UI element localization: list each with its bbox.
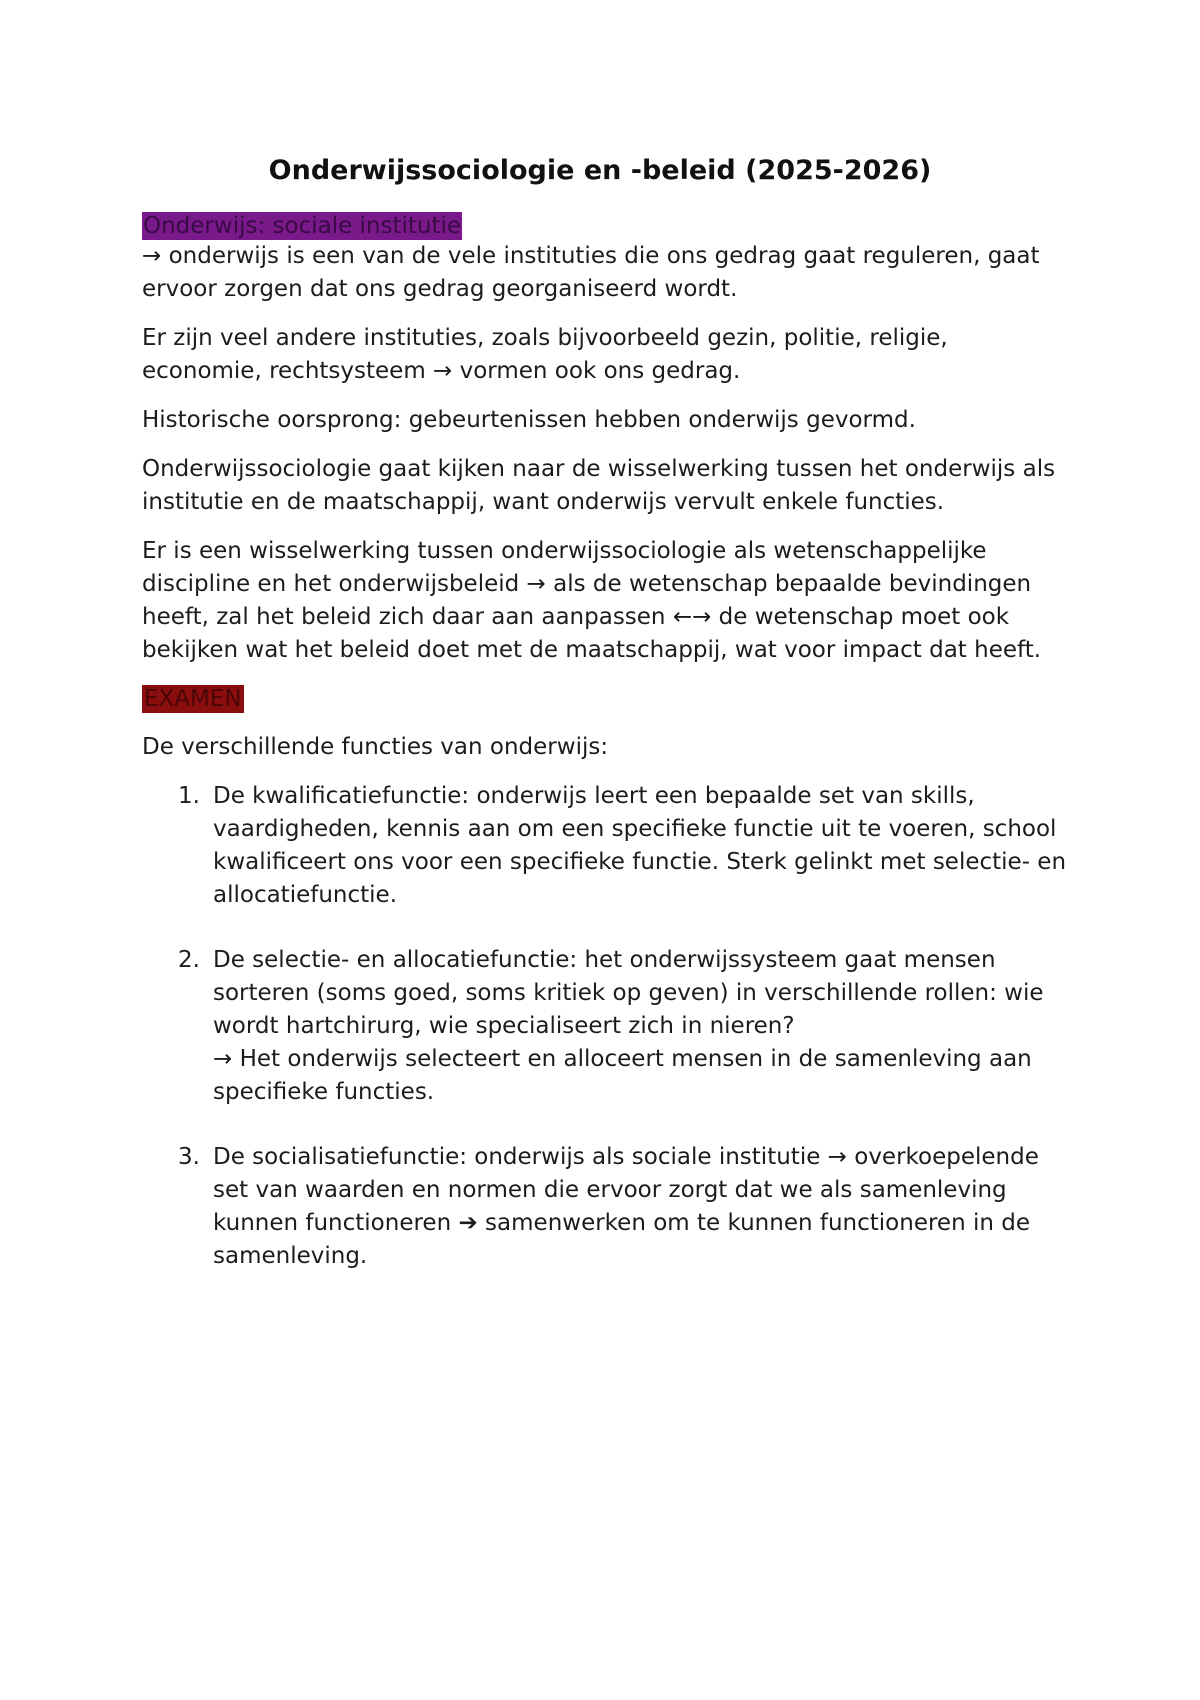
list-item <box>142 1141 1072 1273</box>
paragraph-historical-origin: Historische oorsprong: gebeurtenissen hebben onderwijs gevormd. <box>142 407 916 433</box>
section-heading-line <box>142 210 1072 240</box>
list-item-text-continuation: → Het onderwijs selecteert en alloceert mensen in de samenleving aan specifieke functies. <box>213 1046 1032 1105</box>
document-body <box>142 210 1072 1305</box>
paragraph-institution-definition: → onderwijs is een van de vele instituties die ons gedrag gaat reguleren, gaat ervoor zorgen dat ons gedrag georganiseerd wordt. <box>142 243 1040 302</box>
exam-tag-line <box>142 683 1072 715</box>
list-item-number: 3. <box>178 1144 200 1170</box>
list-item-text: De selectie- en allocatiefunctie: het onderwijssysteem gaat mensen sorteren (soms goed, soms kritiek op geven) in verschillende rollen: wie wordt hartchirurg, wie specialiseert zich in nieren? <box>213 947 1044 1039</box>
list-item-text: De socialisatiefunctie: onderwijs als sociale institutie → overkoepelende set van waarden en normen die ervoor zorgt dat we als samenleving kunnen functioneren ➔ samenwerken om te kunnen functioneren in de samenleving. <box>213 1144 1039 1269</box>
list-item-text: De kwalificatiefunctie: onderwijs leert een bepaalde set van skills, vaardigheden, kennis aan om een specifieke functie uit te voeren, school kwalificeert ons voor een specifieke functie. Sterk gelinkt met selectie- en allocatiefunctie. <box>213 783 1067 908</box>
highlighted-section-heading: Onderwijs: sociale institutie <box>143 213 462 239</box>
list-item <box>142 944 1072 1109</box>
document-title: Onderwijssociologie en -beleid (2025-2026) <box>268 155 932 186</box>
list-item-number: 2. <box>178 947 200 973</box>
exam-tag: EXAMEN <box>144 686 242 712</box>
paragraph-sociology-focus: Onderwijssociologie gaat kijken naar de wisselwerking tussen het onderwijs als institutie en de maatschappij, want onderwijs vervult enkele functies. <box>142 456 1056 515</box>
functions-list <box>142 780 1072 1273</box>
list-item-number: 1. <box>178 783 200 809</box>
functions-intro: De verschillende functies van onderwijs: <box>142 734 609 760</box>
paragraph-other-institutions: Er zijn veel andere instituties, zoals bijvoorbeeld gezin, politie, religie, economie, rechtsysteem → vormen ook ons gedrag. <box>142 325 948 384</box>
paragraph-science-policy-interaction: Er is een wisselwerking tussen onderwijssociologie als wetenschappelijke discipline en het onderwijsbeleid → als de wetenschap bepaalde bevindingen heeft, zal het beleid zich daar aan aanpassen ←→ de wetenschap moet ook bekijken wat het beleid doet met de maatschappij, wat voor impact dat heeft. <box>142 538 1042 663</box>
list-item <box>142 780 1072 912</box>
